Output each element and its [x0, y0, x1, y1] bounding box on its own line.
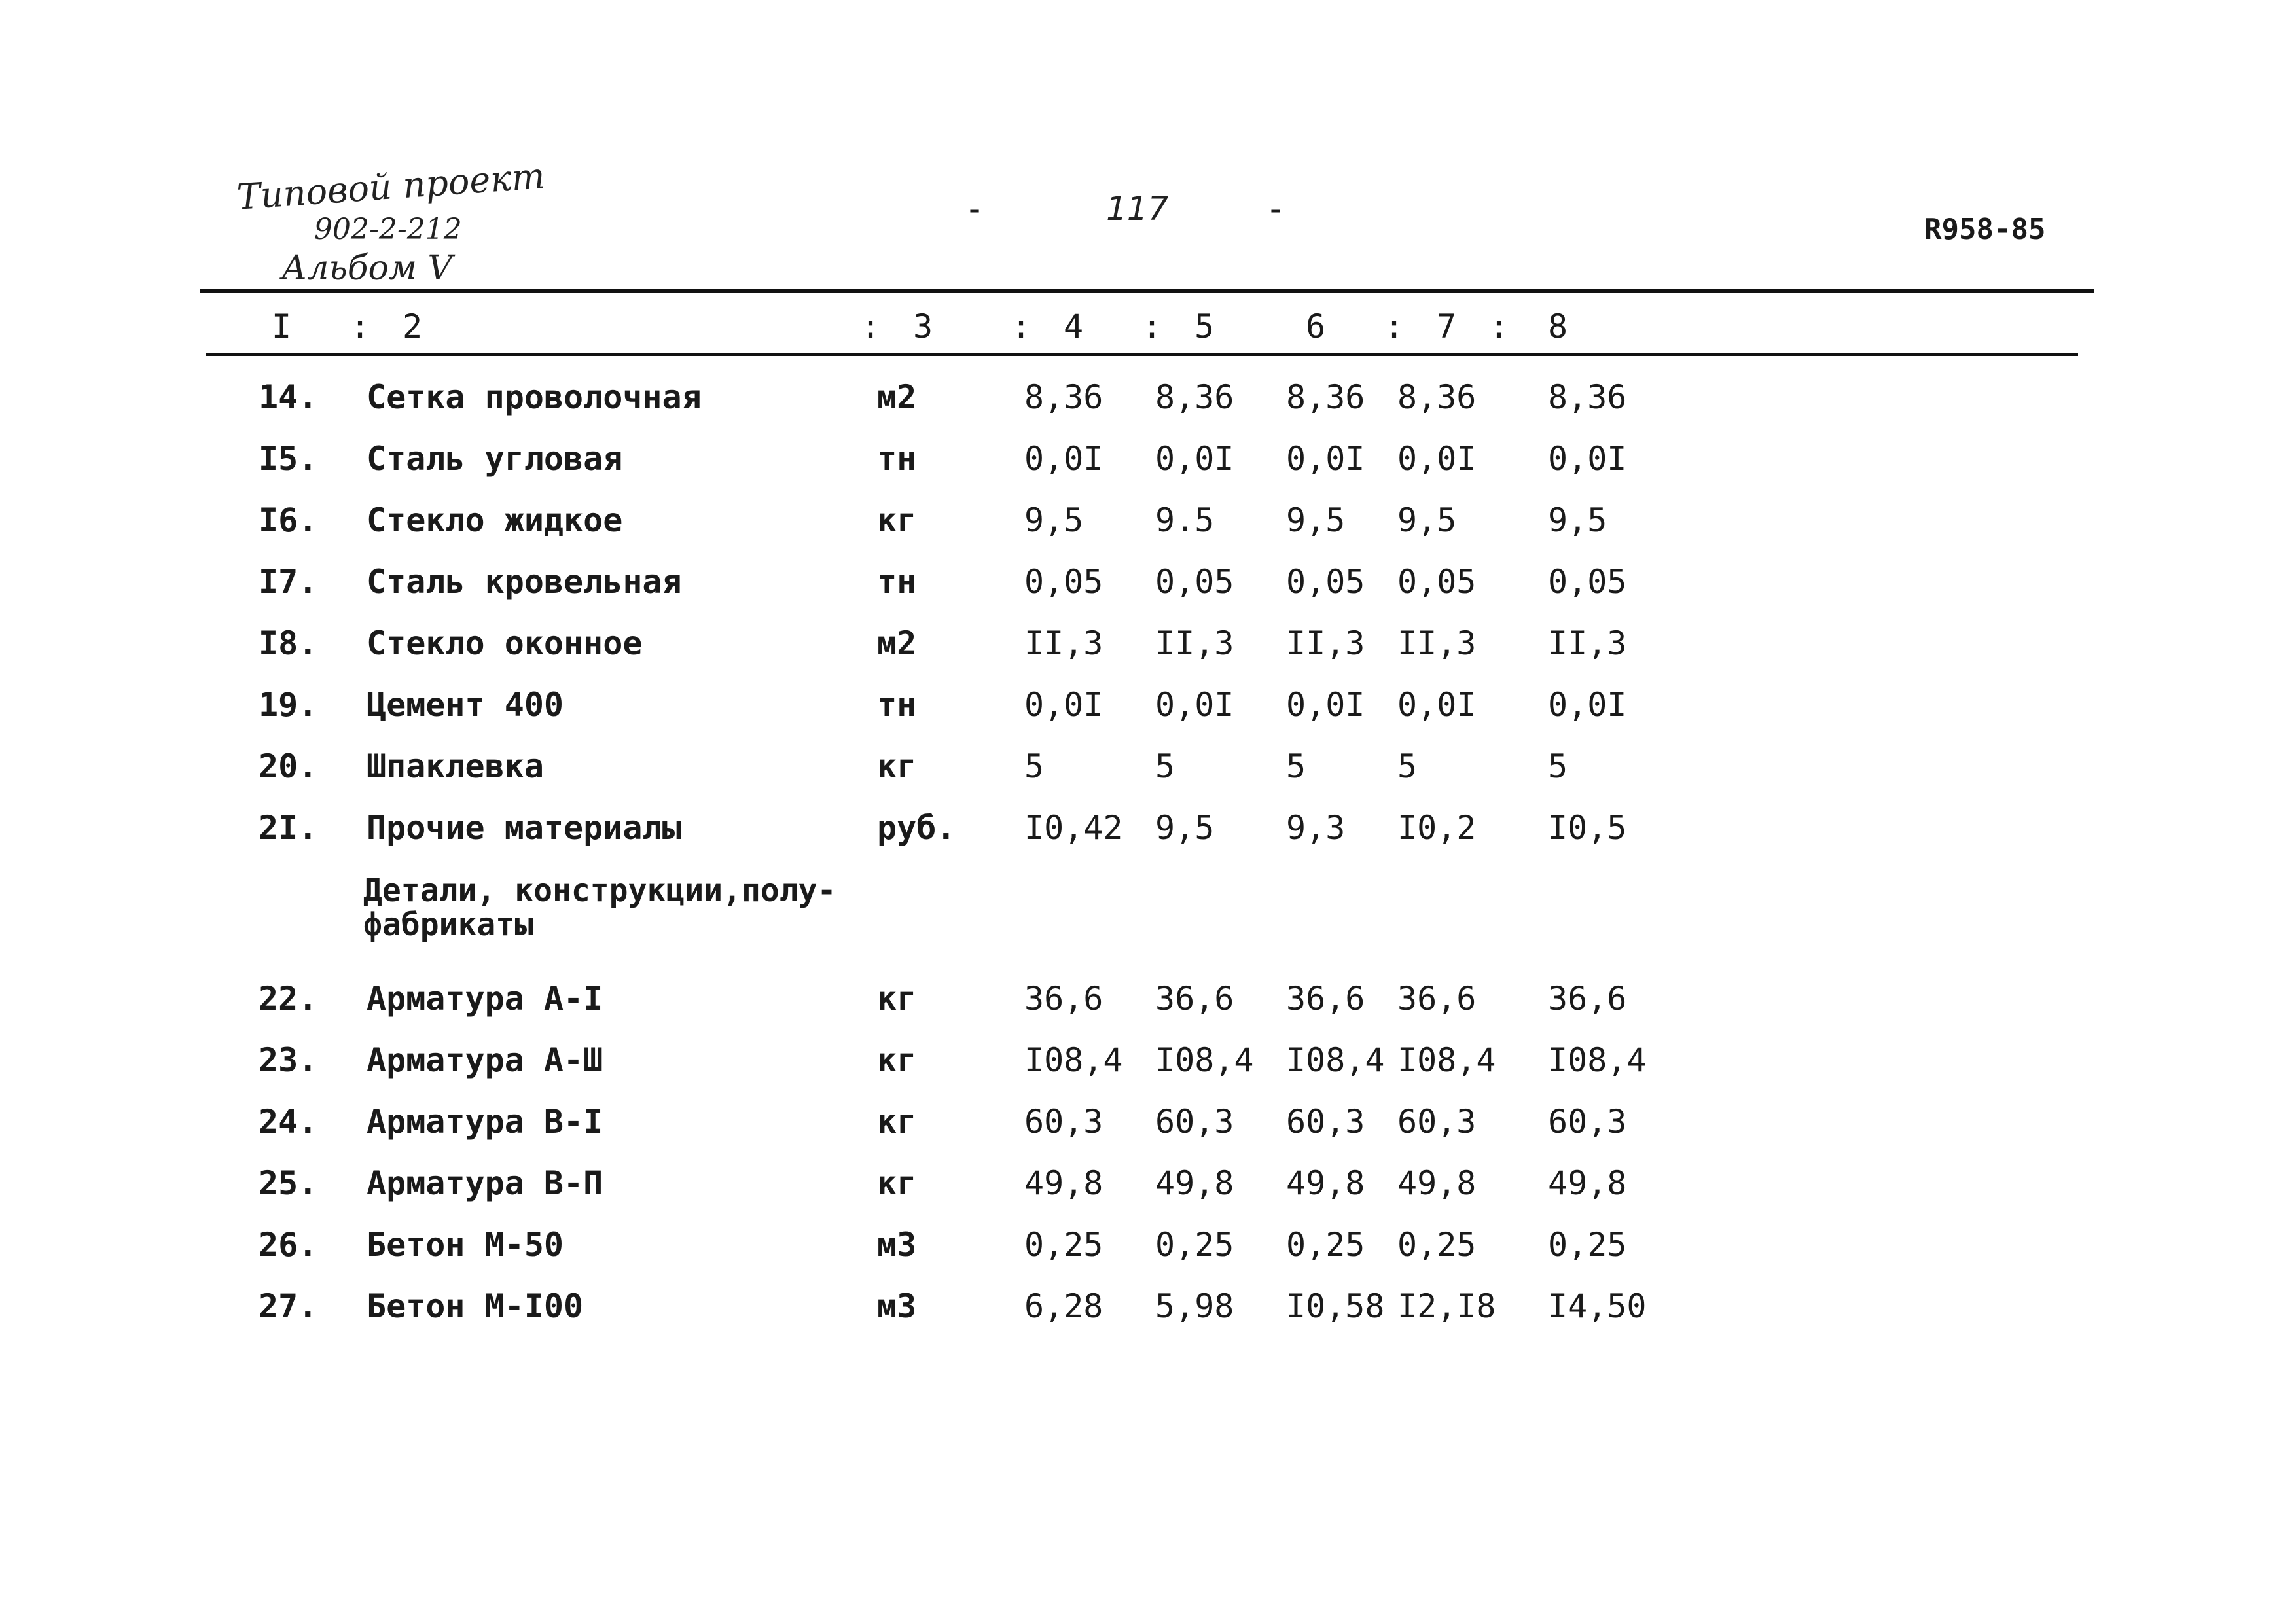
row-name: Стекло жидкое	[367, 501, 623, 539]
row-value-5: 5,98	[1155, 1287, 1234, 1325]
row-value-7: I2,I8	[1397, 1287, 1496, 1325]
row-value-4: I0,42	[1024, 809, 1123, 847]
col-header-7: 7	[1437, 308, 1457, 346]
row-value-4: 6,28	[1024, 1287, 1103, 1325]
row-number: 2I.	[259, 809, 318, 847]
row-value-6: 60,3	[1286, 1103, 1365, 1141]
row-name: Сетка проволочная	[367, 378, 702, 416]
row-value-5: 0,0I	[1155, 440, 1234, 478]
row-name: Сталь кровельная	[367, 563, 682, 601]
row-name: Шпаклевка	[367, 747, 544, 785]
row-value-6: 9,5	[1286, 501, 1346, 539]
col-header-4: 4	[1064, 308, 1084, 346]
row-value-6: 8,36	[1286, 378, 1365, 416]
row-name: Цемент 400	[367, 686, 564, 724]
page-dash-right: -	[1270, 190, 1282, 228]
row-value-5: 0,25	[1155, 1226, 1234, 1264]
row-value-5: 36,6	[1155, 980, 1234, 1018]
col-header-8: 8	[1548, 308, 1568, 346]
row-value-7: 0,0I	[1397, 686, 1477, 724]
album-label: Альбом V	[281, 249, 453, 288]
row-value-4: 5	[1024, 747, 1045, 785]
header-rule-top	[200, 289, 2094, 293]
row-value-6: 36,6	[1286, 980, 1365, 1018]
row-name: Арматура В-I	[367, 1103, 603, 1141]
row-value-7: I08,4	[1397, 1041, 1496, 1079]
row-name: Арматура А-I	[367, 980, 603, 1018]
table-row	[0, 501, 2296, 563]
col-header-5: 5	[1194, 308, 1215, 346]
table-row	[0, 1103, 2296, 1164]
row-name: Бетон М-I00	[367, 1287, 584, 1325]
project-code: 902-2-212	[314, 213, 462, 246]
page-number: 117	[1106, 190, 1169, 228]
table-row	[0, 378, 2296, 440]
row-value-6: 0,0I	[1286, 440, 1365, 478]
row-unit: тн	[877, 440, 917, 478]
row-name: Сталь угловая	[367, 440, 623, 478]
row-value-8: 9,5	[1548, 501, 1607, 539]
row-name: Арматура В-П	[367, 1164, 603, 1202]
row-value-4: 0,0I	[1024, 686, 1103, 724]
col-sep: :	[1011, 308, 1031, 346]
row-value-5: I08,4	[1155, 1041, 1254, 1079]
row-number: I5.	[259, 440, 318, 478]
row-value-4: 0,25	[1024, 1226, 1103, 1264]
row-unit: кг	[877, 980, 917, 1018]
row-number: 22.	[259, 980, 318, 1018]
row-name: Арматура А-Ш	[367, 1041, 603, 1079]
row-value-5: 0,05	[1155, 563, 1234, 601]
table-row	[0, 980, 2296, 1041]
row-unit: кг	[877, 747, 917, 785]
row-value-5: 60,3	[1155, 1103, 1234, 1141]
col-sep: :	[350, 308, 370, 346]
row-value-7: 36,6	[1397, 980, 1477, 1018]
row-value-6: I08,4	[1286, 1041, 1385, 1079]
row-value-4: 9,5	[1024, 501, 1084, 539]
row-value-7: 60,3	[1397, 1103, 1477, 1141]
row-value-5: 9,5	[1155, 809, 1215, 847]
row-value-6: II,3	[1286, 624, 1365, 662]
table-row	[0, 809, 2296, 870]
project-title: Типовой проект	[236, 155, 547, 218]
row-value-4: 0,05	[1024, 563, 1103, 601]
row-number: 25.	[259, 1164, 318, 1202]
row-number: I7.	[259, 563, 318, 601]
row-value-7: 49,8	[1397, 1164, 1477, 1202]
row-number: 27.	[259, 1287, 318, 1325]
row-value-4: 49,8	[1024, 1164, 1103, 1202]
table-row	[0, 563, 2296, 624]
row-value-6: I0,58	[1286, 1287, 1385, 1325]
row-value-8: 36,6	[1548, 980, 1627, 1018]
row-number: 20.	[259, 747, 318, 785]
row-value-5: 49,8	[1155, 1164, 1234, 1202]
row-value-8: I0,5	[1548, 809, 1627, 847]
doc-code: R958-85	[1924, 213, 2046, 246]
row-value-6: 5	[1286, 747, 1306, 785]
table-row	[0, 1287, 2296, 1349]
col-sep: :	[1489, 308, 1509, 346]
row-unit: м3	[877, 1287, 917, 1325]
row-name: Стекло оконное	[367, 624, 643, 662]
row-value-7: 0,25	[1397, 1226, 1477, 1264]
row-value-8: 8,36	[1548, 378, 1627, 416]
row-value-4: 8,36	[1024, 378, 1103, 416]
row-value-6: 0,05	[1286, 563, 1365, 601]
table-row	[0, 1164, 2296, 1226]
row-value-6: 0,25	[1286, 1226, 1365, 1264]
col-sep: :	[1384, 308, 1405, 346]
table-row	[0, 440, 2296, 501]
row-value-6: 49,8	[1286, 1164, 1365, 1202]
row-unit: м2	[877, 378, 917, 416]
row-value-4: II,3	[1024, 624, 1103, 662]
table-row	[0, 1041, 2296, 1103]
row-value-8: 0,25	[1548, 1226, 1627, 1264]
row-value-7: 5	[1397, 747, 1418, 785]
row-value-8: 0,0I	[1548, 686, 1627, 724]
row-value-5: 9.5	[1155, 501, 1215, 539]
section-title: Детали, конструкции,полу-фабрикаты	[363, 872, 836, 943]
row-value-7: 8,36	[1397, 378, 1477, 416]
col-header-3: 3	[913, 308, 933, 346]
row-unit: руб.	[877, 809, 956, 847]
row-value-8: II,3	[1548, 624, 1627, 662]
row-number: 14.	[259, 378, 318, 416]
row-unit: кг	[877, 1041, 917, 1079]
row-unit: м3	[877, 1226, 917, 1264]
row-unit: кг	[877, 501, 917, 539]
row-value-7: I0,2	[1397, 809, 1477, 847]
row-value-7: 0,0I	[1397, 440, 1477, 478]
row-unit: кг	[877, 1103, 917, 1141]
row-value-8: 0,0I	[1548, 440, 1627, 478]
col-header-6: 6	[1306, 308, 1326, 346]
row-unit: тн	[877, 563, 917, 601]
row-value-5: 5	[1155, 747, 1175, 785]
table-row	[0, 1226, 2296, 1287]
row-value-4: 36,6	[1024, 980, 1103, 1018]
row-value-4: 60,3	[1024, 1103, 1103, 1141]
row-value-8: 60,3	[1548, 1103, 1627, 1141]
row-value-7: 0,05	[1397, 563, 1477, 601]
row-number: 19.	[259, 686, 318, 724]
row-value-8: 5	[1548, 747, 1568, 785]
col-sep: :	[861, 308, 881, 346]
row-value-7: II,3	[1397, 624, 1477, 662]
row-value-6: 9,3	[1286, 809, 1346, 847]
row-unit: м2	[877, 624, 917, 662]
row-number: I8.	[259, 624, 318, 662]
col-sep: :	[1142, 308, 1162, 346]
row-value-8: I08,4	[1548, 1041, 1647, 1079]
row-value-5: 0,0I	[1155, 686, 1234, 724]
row-name: Прочие материалы	[367, 809, 682, 847]
row-value-6: 0,0I	[1286, 686, 1365, 724]
row-value-8: I4,50	[1548, 1287, 1647, 1325]
table-row	[0, 686, 2296, 747]
row-value-5: 8,36	[1155, 378, 1234, 416]
row-value-4: 0,0I	[1024, 440, 1103, 478]
row-value-5: II,3	[1155, 624, 1234, 662]
row-name: Бетон М-50	[367, 1226, 564, 1264]
col-header-1: I	[272, 308, 292, 346]
table-row	[0, 624, 2296, 686]
row-value-7: 9,5	[1397, 501, 1457, 539]
row-number: I6.	[259, 501, 318, 539]
page-dash-left: -	[969, 190, 981, 228]
col-header-2: 2	[403, 308, 423, 346]
row-number: 24.	[259, 1103, 318, 1141]
row-value-4: I08,4	[1024, 1041, 1123, 1079]
row-number: 26.	[259, 1226, 318, 1264]
row-value-8: 49,8	[1548, 1164, 1627, 1202]
row-value-8: 0,05	[1548, 563, 1627, 601]
row-number: 23.	[259, 1041, 318, 1079]
header-rule-bottom	[206, 353, 2078, 356]
row-unit: тн	[877, 686, 917, 724]
table-row	[0, 747, 2296, 809]
row-unit: кг	[877, 1164, 917, 1202]
